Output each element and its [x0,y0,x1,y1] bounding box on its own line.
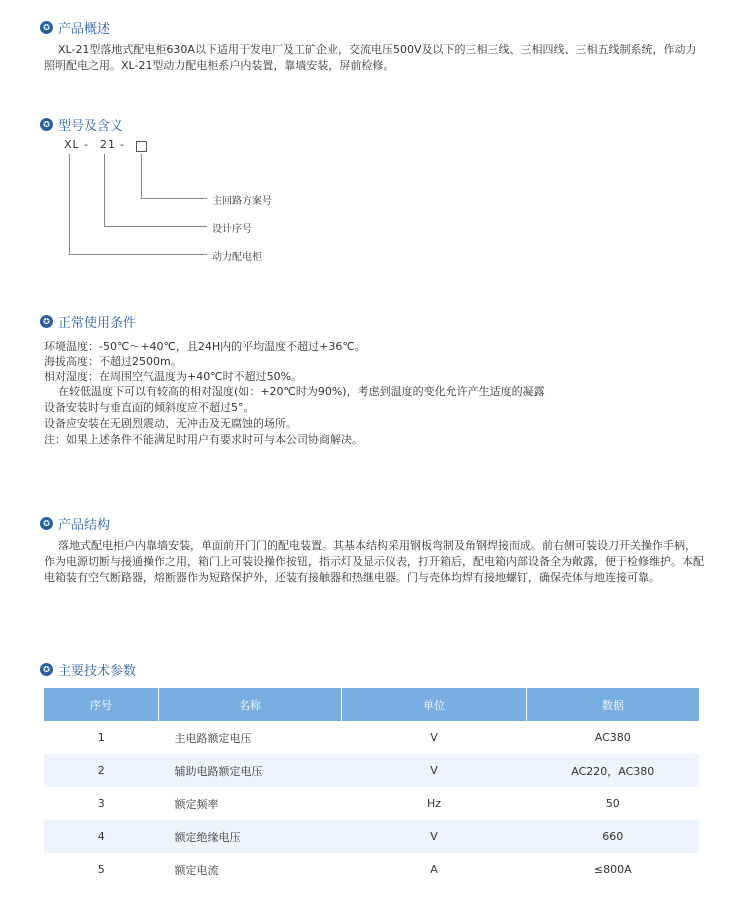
bracket-line [104,226,207,227]
bracket-line [104,154,105,226]
bracket-line [141,154,142,198]
structure-text: 落地式配电柜户内靠墙安装，单面前开门门的配电装置。其基本结构采用钢板弯制及角钢焊接而成。前右侧可装设刀开关操作手柄，作为电源切断与接通操作之用，箱门上可装设操作按钮，指示灯及显示仪表，打开箱后，配电箱内部设备全为敞露，便于检修维护。本配电箱装有空气断路器，熔断器作为短路保护外，还装有接触器和热继电器。门与壳体均焊有接地螺钉，确保壳体与地连接可靠。 [44,539,704,584]
section-title: 产品概述 [58,21,111,37]
star-circle-icon: ✪ [40,21,53,34]
table-cell: 5 [44,853,159,886]
table-cell: AC380 [527,721,700,754]
table-cell: A [342,853,527,886]
star-circle-icon: ✪ [40,118,53,131]
table-cell: V [342,754,527,787]
model-code-xl: XL [64,138,80,151]
table-cell: 额定频率 [159,787,342,820]
legend-power-cabinet: 动力配电柜 [212,252,262,263]
table-cell: Hz [342,787,527,820]
star-circle-icon: ✪ [40,663,53,676]
table-row [44,787,699,820]
condition-line: 在较低温度下可以有较高的相对湿度(如：+20℃时为90%)，考虑到温度的变化允许产生适度的凝露 [58,385,545,398]
table-cell: 额定电流 [159,853,342,886]
table-row [44,853,699,886]
section-heading-params [40,660,136,678]
star-circle-icon: ✪ [40,315,53,328]
section-title: 型号及含义 [58,118,124,134]
params-table [44,688,699,886]
table-cell: 50 [527,787,700,820]
condition-line: 环境温度：-50℃～+40℃，且24H内的平均温度不超过+36℃。 [44,340,366,353]
header-cell: 名称 [159,688,342,721]
section-title: 产品结构 [58,517,111,533]
table-cell: V [342,721,527,754]
bracket-line [69,154,70,254]
condition-line: 注：如果上述条件不能满足时用户有要求时可与本公司协商解决。 [44,433,363,446]
section-heading-overview [40,18,110,36]
header-cell: 单位 [342,688,527,721]
star-circle-icon: ✪ [40,517,53,530]
table-cell: 主电路额定电压 [159,721,342,754]
condition-line: 海拔高度：不超过2500m。 [44,355,182,368]
legend-design-no: 设计序号 [212,224,252,235]
section-heading-conditions [40,312,136,330]
section-title: 正常使用条件 [58,315,137,331]
section-title: 主要技术参数 [58,663,137,679]
table-cell: ≤800A [527,853,700,886]
table-row [44,754,699,787]
table-cell: 额定绝缘电压 [159,820,342,853]
table-cell: 辅助电路额定电压 [159,754,342,787]
table-cell: 3 [44,787,159,820]
table-cell: 4 [44,820,159,853]
table-row [44,820,699,853]
table-header-row [44,688,699,721]
table-cell: 2 [44,754,159,787]
legend-main-circuit: 主回路方案号 [212,196,272,207]
condition-line: 设备安装时与垂直面的倾斜度应不超过5°。 [44,401,255,414]
table-cell: AC220，AC380 [527,754,700,787]
model-dash: - [84,138,89,151]
condition-line: 相对湿度：在周围空气温度为+40℃时不超过50%。 [44,370,303,383]
table-cell: V [342,820,527,853]
header-cell: 序号 [44,688,159,721]
bracket-line [141,198,207,199]
table-cell: 1 [44,721,159,754]
section-heading-model [40,115,123,133]
model-dash: - [120,138,125,151]
overview-text: XL-21型落地式配电柜630A以下适用于发电厂及工矿企业，交流电压500V及以下的三相三线、三相四线、三相五线制系统，作动力照明配电之用。XL-21型动力配电柜系户内装置，靠墙安装，屏前检修。 [44,43,697,72]
header-cell: 数据 [527,688,700,721]
condition-line: 设备应安装在无剧烈震动、无冲击及无腐蚀的场所。 [44,417,297,430]
table-cell: 660 [527,820,700,853]
bracket-line [69,254,207,255]
table-row [44,721,699,754]
model-code-21: 21 [100,138,116,151]
section-heading-structure [40,514,110,532]
